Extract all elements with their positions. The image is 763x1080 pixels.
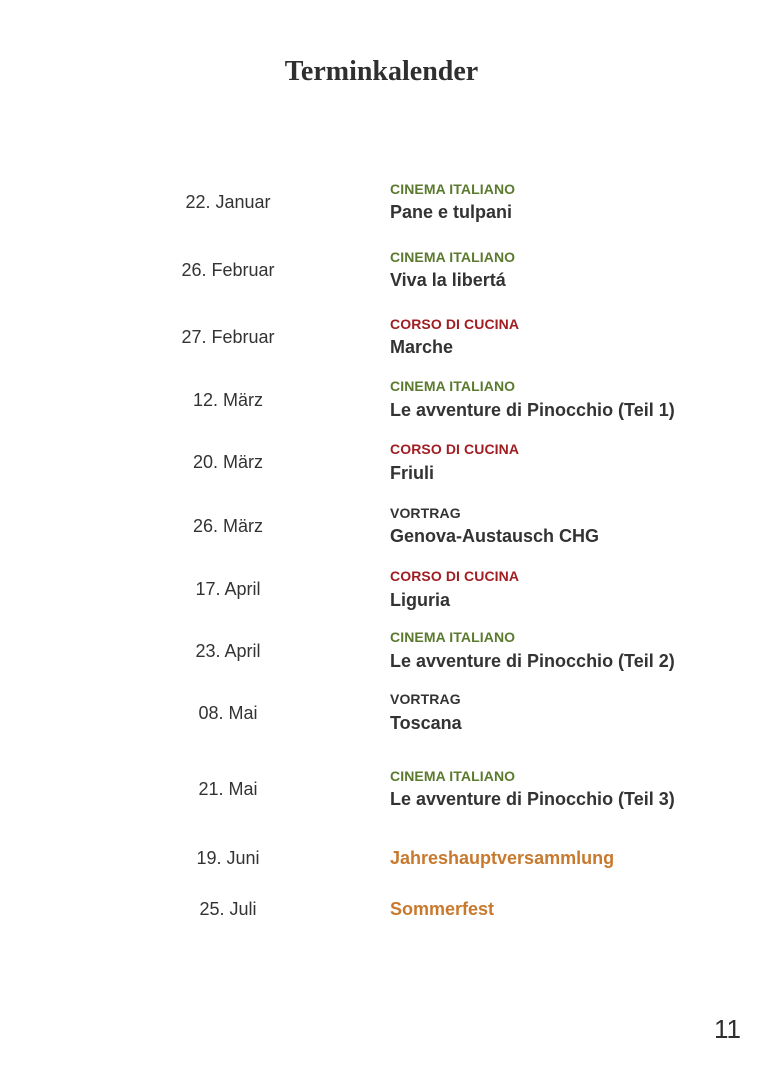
event-date: 22. Januar	[185, 192, 271, 212]
event-title: Sommerfest	[390, 899, 495, 919]
event-title: Marche	[390, 337, 454, 357]
event-category: CINEMA ITALIANO	[390, 768, 516, 784]
event-category: CINEMA ITALIANO	[390, 378, 516, 394]
event-category: CORSO DI CUCINA	[390, 316, 520, 332]
event-date: 19. Juni	[196, 848, 260, 868]
event-date: 20. März	[192, 452, 264, 472]
event-title: Genova-Austausch CHG	[390, 526, 600, 546]
event-category: CINEMA ITALIANO	[390, 629, 516, 645]
event-category: VORTRAG	[390, 505, 461, 521]
event-title: Le avventure di Pinocchio (Teil 1)	[390, 400, 675, 420]
event-title: Toscana	[390, 713, 462, 733]
event-date: 17. April	[195, 579, 261, 599]
event-title: Le avventure di Pinocchio (Teil 2)	[390, 651, 675, 671]
event-title: Jahreshauptversammlung	[390, 848, 615, 868]
event-date: 12. März	[192, 390, 264, 410]
event-date: 26. Februar	[181, 260, 275, 280]
event-date: 26. März	[192, 516, 264, 536]
event-title: Viva la libertá	[390, 270, 506, 290]
page-number: 11	[714, 1014, 741, 1044]
event-title: Friuli	[390, 463, 434, 483]
event-category: CORSO DI CUCINA	[390, 568, 520, 584]
event-category: CINEMA ITALIANO	[390, 181, 516, 197]
event-date: 23. April	[195, 641, 261, 661]
event-category: VORTRAG	[390, 691, 461, 707]
event-title: Liguria	[390, 590, 451, 610]
page-title: Terminkalender	[284, 56, 479, 87]
event-date: 08. Mai	[198, 703, 258, 723]
event-category: CINEMA ITALIANO	[390, 249, 516, 265]
event-date: 27. Februar	[181, 327, 275, 347]
event-title: Le avventure di Pinocchio (Teil 3)	[390, 789, 675, 809]
event-date: 21. Mai	[198, 779, 258, 799]
event-date: 25. Juli	[199, 899, 257, 919]
event-category: CORSO DI CUCINA	[390, 441, 520, 457]
event-title: Pane e tulpani	[390, 202, 513, 222]
